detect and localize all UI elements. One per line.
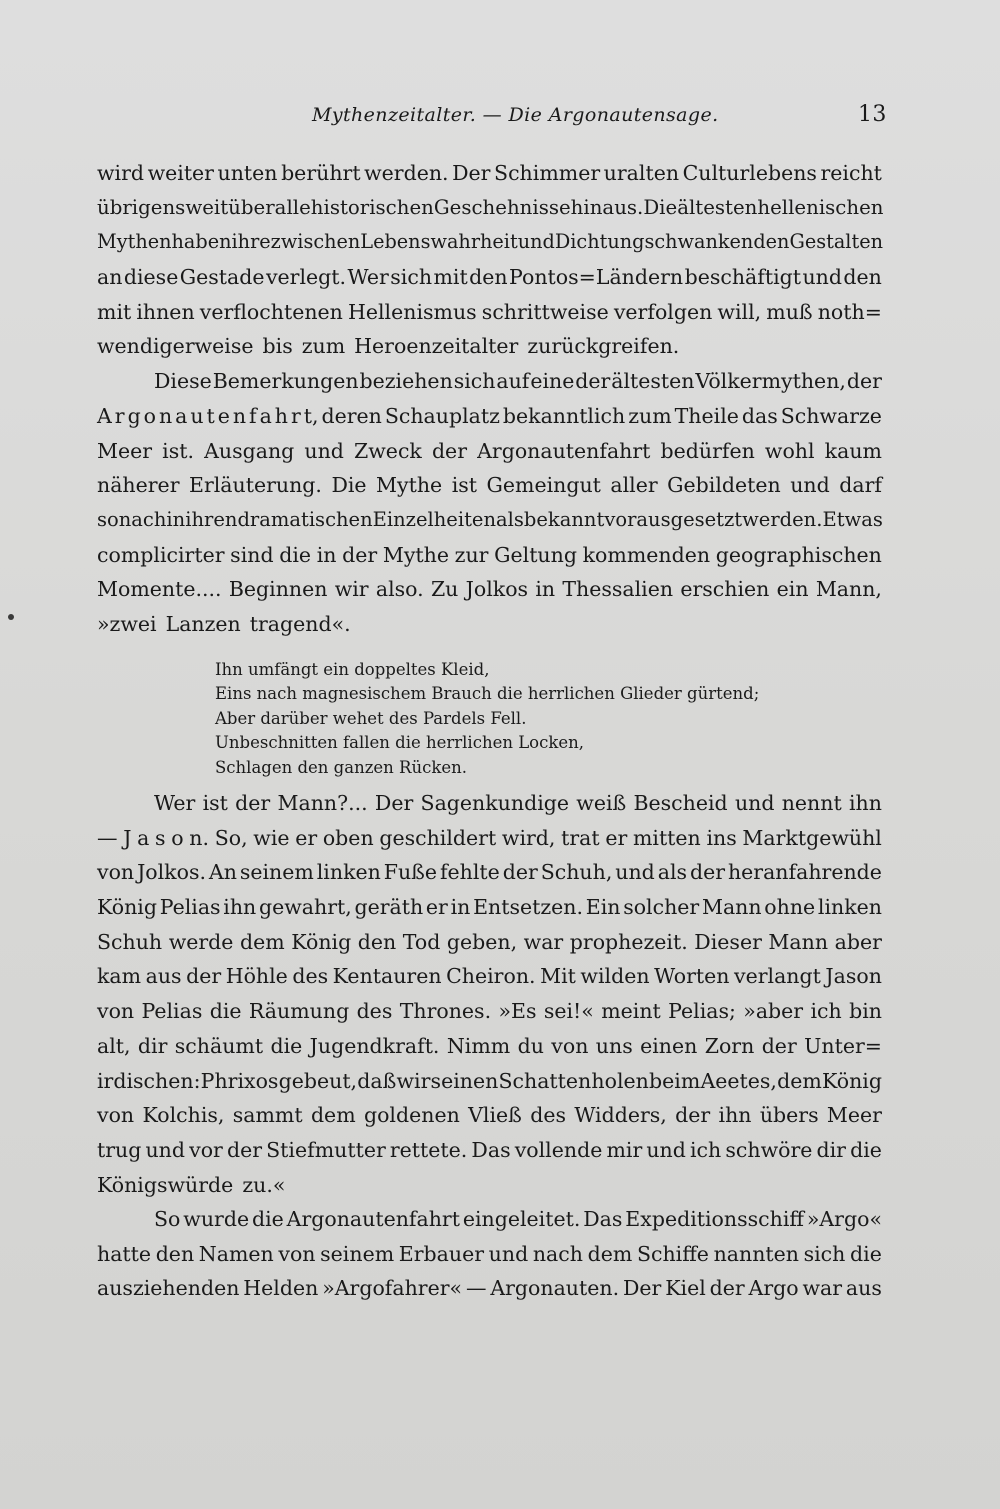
verse-line: Eins nach magnesischem Brauch die herrlichen Glieder gürtend; bbox=[215, 684, 760, 704]
verse-quotation bbox=[215, 658, 795, 780]
paragraph bbox=[97, 156, 882, 364]
text-line: — J a s o n. So, wie er oben geschildert wird, trat er mitten ins Marktgewühl bbox=[97, 825, 882, 850]
text-line: Mythen haben ihre zwischen Lebenswahrheit und Dichtung schwankenden Gestalten bbox=[97, 230, 883, 254]
text-line: irdischen: Phrixos gebeut, daß wir seinen Schatten holen beim Aeetes, dem König bbox=[97, 1068, 882, 1093]
body-text-lower bbox=[97, 1202, 882, 1306]
text-line: »zwei Lanzen tragend«. bbox=[97, 611, 351, 636]
text-line: Diese Bemerkungen beziehen sich auf eine der ältesten Völkermythen, der bbox=[154, 369, 882, 394]
text-line: Momente.... Beginnen wir also. Zu Jolkos in Thessalien erschien ein Mann, bbox=[97, 577, 882, 602]
verse-line: Schlagen den ganzen Rücken. bbox=[215, 757, 467, 777]
text-line: A r g o n a u t e n f a h r t, deren Schauplatz bekanntlich zum Theile das Schwarze bbox=[97, 403, 882, 428]
paragraph bbox=[97, 364, 882, 642]
page-number: 13 bbox=[858, 102, 887, 127]
verse-line: Ihn umfängt ein doppeltes Kleid, bbox=[215, 660, 490, 679]
text-line: kam aus der Höhle des Kentauren Cheiron. Mit wilden Worten verlangt Jason bbox=[97, 964, 882, 989]
text-line: sonach in ihren dramatischen Einzelheiten als bekannt vorausgesetzt werden. Etwas bbox=[97, 507, 883, 531]
ink-spot bbox=[8, 614, 14, 620]
text-line: von Pelias die Räumung des Thrones. »Es sei!« meint Pelias; »aber ich bin bbox=[97, 999, 882, 1024]
text-line: von Kolchis, sammt dem goldenen Vließ des Widders, der ihn übers Meer bbox=[97, 1103, 882, 1128]
text-line: mit ihnen verflochtenen Hellenismus schrittweise verfolgen will, muß noth= bbox=[97, 299, 882, 324]
text-line: hatte den Namen von seinem Erbauer und nach dem Schiffe nannten sich die bbox=[97, 1241, 882, 1266]
text-line: wendigerweise bis zum Heroenzeitalter zurückgreifen. bbox=[97, 334, 680, 359]
text-line: näherer Erläuterung. Die Mythe ist Gemeingut aller Gebildeten und darf bbox=[97, 473, 882, 498]
verse-line: Aber darüber wehet des Pardels Fell. bbox=[215, 708, 527, 728]
running-title: Mythenzeitalter. — Die Argonautensage. bbox=[312, 104, 719, 126]
text-line: übrigens weit über alle historischen Geschehnisse hinaus. Die ältesten hellenischen bbox=[97, 195, 884, 219]
text-line: ausziehenden Helden »Argofahrer« — Argonauten. Der Kiel der Argo war aus bbox=[97, 1276, 882, 1301]
text-line: Königswürde zu.« bbox=[97, 1172, 286, 1197]
text-line: complicirter sind die in der Mythe zur Geltung kommenden geographischen bbox=[97, 542, 882, 567]
running-head bbox=[0, 100, 1000, 130]
verse-line: Unbeschnitten fallen die herrlichen Locken, bbox=[215, 733, 584, 753]
text-line: an diese Gestade verlegt. Wer sich mit den Pontos=Ländern beschäftigt und den bbox=[97, 265, 882, 290]
text-line: trug und vor der Stiefmutter rettete. Das vollende mir und ich schwöre dir die bbox=[97, 1137, 882, 1162]
text-line: wird weiter unten berührt werden. Der Schimmer uralten Culturlebens reicht bbox=[97, 161, 882, 185]
text-line: Meer ist. Ausgang und Zweck der Argonautenfahrt bedürfen wohl kaum bbox=[97, 438, 882, 463]
text-line: Wer ist der Mann?... Der Sagenkundige weiß Bescheid und nennt ihn bbox=[154, 791, 882, 815]
text-line: alt, dir schäumt die Jugendkraft. Nimm du von uns einen Zorn der Unter= bbox=[97, 1033, 882, 1058]
body-text-middle bbox=[97, 786, 882, 1202]
text-line: So wurde die Argonautenfahrt eingeleitet. Das Expeditionsschiff »Argo« bbox=[154, 1207, 882, 1231]
text-line: Schuh werde dem König den Tod geben, war prophezeit. Dieser Mann aber bbox=[97, 929, 882, 954]
text-line: von Jolkos. An seinem linken Fuße fehlte der Schuh, und als der heranfahrende bbox=[97, 860, 882, 885]
body-text-upper bbox=[97, 156, 882, 642]
text-line: König Pelias ihn gewahrt, geräth er in Entsetzen. Ein solcher Mann ohne linken bbox=[97, 895, 882, 920]
